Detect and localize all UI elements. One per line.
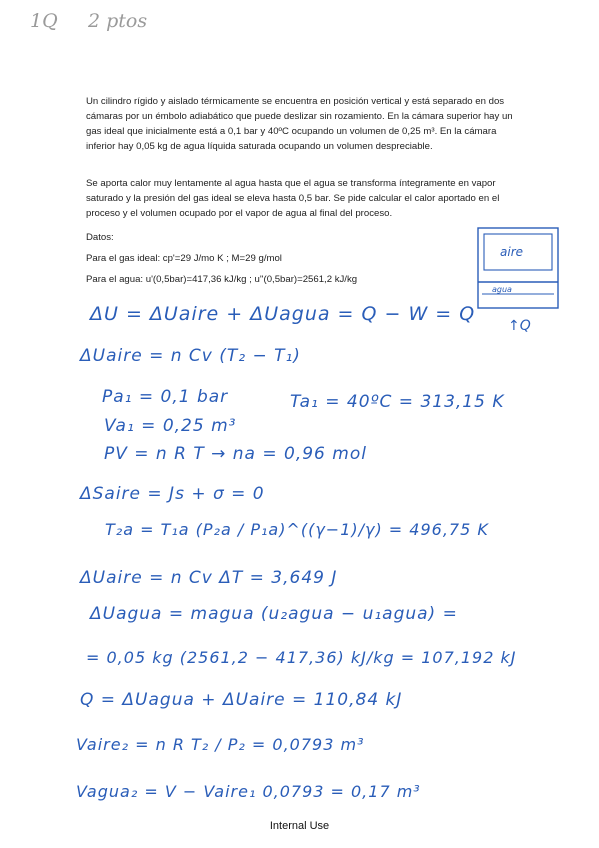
solution-line-6: PV = n R T → na = 0,96 mol [104,444,367,464]
solution-line-9: ΔUaire = n Cv ΔT = 3,649 J [80,568,338,588]
diagram-label-aire: aire [500,245,524,259]
cylinder-sketch [470,222,570,337]
problem-paragraph-1: Un cilindro rígido y aislado térmicamente se encuentra en posición vertical y está separado en dos cámaras por un émbolo adiabático que puede deslizar sin rozamiento. En la cámara superior hay un gas ideal que inicialmente está a 0,1 bar y 40ºC ocupando un volumen de 0,25 m³. En la cámara inferior hay 0,05 kg de agua líquida saturada ocupando un volumen despreciable. [86,96,513,152]
cylinder-outline [478,228,558,308]
solution-line-12: Q = ΔUagua + ΔUaire = 110,84 kJ [80,690,403,710]
solution-line-10: ΔUagua = magua (u₂agua − u₁agua) = [90,604,458,624]
solution-line-14: Vagua₂ = V − Vaire₁ 0,0793 = 0,17 m³ [76,782,421,801]
solution-line-2: ΔUaire = n Cv (T₂ − T₁) [80,346,301,366]
solution-line-7: ΔSaire = Js + σ = 0 [80,484,265,504]
solution-line-8: T₂a = T₁a (P₂a / P₁a)^((γ−1)/γ) = 496,75 K [105,520,489,539]
water-data: Para el agua: u'(0,5bar)=417,36 kJ/kg ; u''(0,5bar)=2561,2 kJ/kg [86,274,358,285]
header-note-left: 1Q [30,10,58,32]
solution-line-3: Pa₁ = 0,1 bar [102,387,229,407]
solution-line-4: Ta₁ = 40ºC = 313,15 K [290,392,505,412]
diagram-label-agua: agua [492,285,512,294]
header-note-right: 2 ptos [88,10,148,32]
footer-label: Internal Use [269,820,330,832]
problem-paragraph-2: Se aporta calor muy lentamente al agua hasta que el agua se transforma íntegramente en vapor saturado y la presión del gas ideal se eleva hasta 0,5 bar. Se pide calcular el calor aportado en el proceso y el volumen ocupado por el vapor de agua al final del proceso. [86,178,500,219]
solution-line-13: Vaire₂ = n R T₂ / P₂ = 0,0793 m³ [76,735,365,754]
diagram-label-heat: ↑Q [508,318,531,334]
solution-line-5: Va₁ = 0,25 m³ [104,416,237,436]
solution-line-11: = 0,05 kg (2561,2 − 417,36) kJ/kg = 107,192 kJ [86,648,517,667]
gas-data: Para el gas ideal: cp'=29 J/mo K ; M=29 g/mol [86,253,282,264]
solution-line-1: ΔU = ΔUaire + ΔUagua = Q − W = Q [90,303,476,325]
datos-label: Datos: [86,232,114,243]
